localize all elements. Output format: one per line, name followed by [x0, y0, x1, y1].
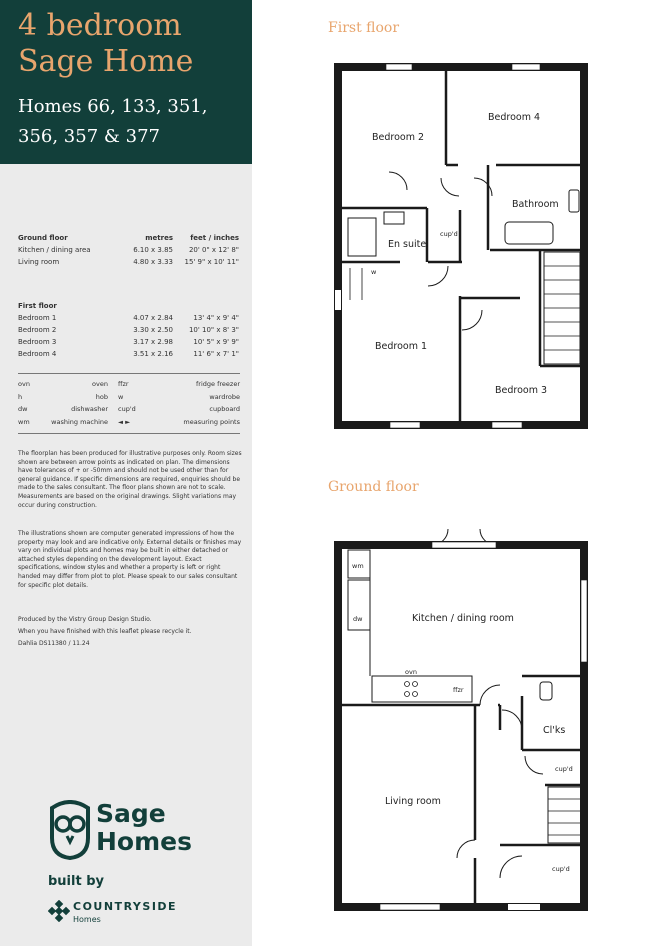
builder-sub: Homes — [73, 915, 101, 924]
title-line-1: 4 bedroom — [18, 8, 182, 43]
first-floor-title: First floor — [328, 20, 400, 36]
label-dishwasher: dw — [353, 615, 363, 623]
room-label-kitchen: Kitchen / dining room — [412, 613, 514, 624]
key-abbr: ◄ ► — [118, 417, 131, 426]
key-abbr: h — [18, 392, 23, 401]
key-abbr: cup'd — [118, 405, 136, 414]
brand-line-2: Homes — [96, 827, 192, 856]
label-cupboard: cup'd — [555, 765, 573, 773]
homes-line-1: Homes 66, 133, 351, — [18, 96, 208, 117]
room-metres: 4.80 x 3.33 — [133, 258, 173, 266]
key-meaning: wardrobe — [209, 392, 240, 401]
ground-floor-heading: Ground floor — [18, 234, 68, 242]
ground-floor-plan — [338, 529, 587, 910]
room-feet: 11' 6" x 7' 1" — [193, 350, 239, 358]
recycle-note: When you have finished with this leaflet please recycle it. — [18, 628, 192, 635]
key-meaning: dishwasher — [71, 405, 108, 414]
room-name: Living room — [18, 258, 60, 266]
label-fridge-freezer: ffzr — [453, 686, 464, 694]
label-cupboard: cup'd — [440, 230, 458, 238]
feet-header: feet / inches — [190, 234, 239, 242]
room-label-bathroom: Bathroom — [512, 199, 559, 210]
key-abbr: wm — [18, 417, 30, 426]
homes-line-2: 356, 357 & 377 — [18, 126, 160, 147]
room-label-bedroom3: Bedroom 3 — [495, 385, 548, 396]
key-meaning: washing machine — [51, 417, 108, 426]
room-name: Bedroom 4 — [18, 350, 57, 358]
first-floor-heading: First floor — [18, 302, 57, 310]
produced-by: Produced by the Vistry Group Design Studio. — [18, 616, 152, 623]
room-feet: 20' 0" x 12' 8" — [188, 246, 239, 254]
disclaimer-sizes: The floorplan has been produced for illustrative purposes only. Room sizes shown are between arrow points as indicated on plan. The dimensions have tolerances of + or -50mm and should not be used other than for general guidance. If specific dimensions are required, enquiries should be made to the sales consultant. The floor plans shown are not to scale. Measurements are based on the original drawings. Slight variations may occur during construction. — [18, 450, 242, 509]
room-name: Kitchen / dining area — [18, 246, 91, 254]
room-feet: 10' 5" x 9' 9" — [193, 338, 239, 346]
room-label-bedroom1: Bedroom 1 — [375, 341, 428, 352]
label-cupboard: cup'd — [552, 865, 570, 873]
built-by-label: built by — [48, 874, 104, 889]
room-label-bedroom2: Bedroom 2 — [372, 132, 425, 143]
room-feet: 13' 4" x 9' 4" — [193, 314, 239, 322]
room-feet: 10' 10" x 8' 3" — [188, 326, 239, 334]
brand-line-1: Sage — [96, 799, 166, 828]
room-name: Bedroom 1 — [18, 314, 57, 322]
room-label-living: Living room — [385, 796, 441, 807]
room-metres: 6.10 x 3.85 — [133, 246, 173, 254]
key-meaning: fridge freezer — [196, 380, 240, 389]
disclaimer-illustrations: The illustrations shown are computer generated impressions of how the property may look and are indicative only. External details or finishes may vary on individual plots and homes may be built in either detached or attached styles depending on the development layout. Exact specifications, window styles and whether a property is left or right handed may differ from plot to plot. Please speak to our sales consultant for specific plot details. — [18, 530, 242, 589]
title-line-2: Sage Home — [18, 44, 194, 79]
label-oven: ovn — [405, 668, 417, 676]
key-abbr: w — [118, 392, 124, 401]
room-metres: 3.30 x 2.50 — [133, 326, 173, 334]
room-feet: 15' 9" x 10' 11" — [184, 258, 239, 266]
room-metres: 3.51 x 2.16 — [133, 350, 173, 358]
label-washing-machine: wm — [352, 562, 364, 570]
key-abbr: dw — [18, 405, 28, 414]
key-meaning: cupboard — [209, 405, 240, 414]
key-abbr: ffzr — [118, 380, 129, 389]
room-name: Bedroom 3 — [18, 338, 57, 346]
room-label-ensuite: En suite — [388, 239, 427, 250]
room-metres: 4.07 x 2.84 — [133, 314, 173, 322]
first-floor-plan — [338, 64, 584, 428]
key-meaning: hob — [95, 392, 108, 401]
ground-floor-title: Ground floor — [328, 479, 419, 495]
room-label-bedroom4: Bedroom 4 — [488, 112, 541, 123]
reference-code: Dahlia DS11380 / 11.24 — [18, 640, 90, 647]
room-label-cloaks: Cl'ks — [543, 725, 566, 736]
metres-header: metres — [145, 234, 173, 242]
builder-name: COUNTRYSIDE — [73, 900, 178, 913]
room-name: Bedroom 2 — [18, 326, 57, 334]
label-wardrobe: w — [371, 268, 377, 276]
key-meaning: oven — [92, 380, 108, 389]
room-metres: 3.17 x 2.98 — [133, 338, 173, 346]
key-abbr: ovn — [18, 380, 30, 389]
key-meaning: measuring points — [183, 417, 240, 426]
